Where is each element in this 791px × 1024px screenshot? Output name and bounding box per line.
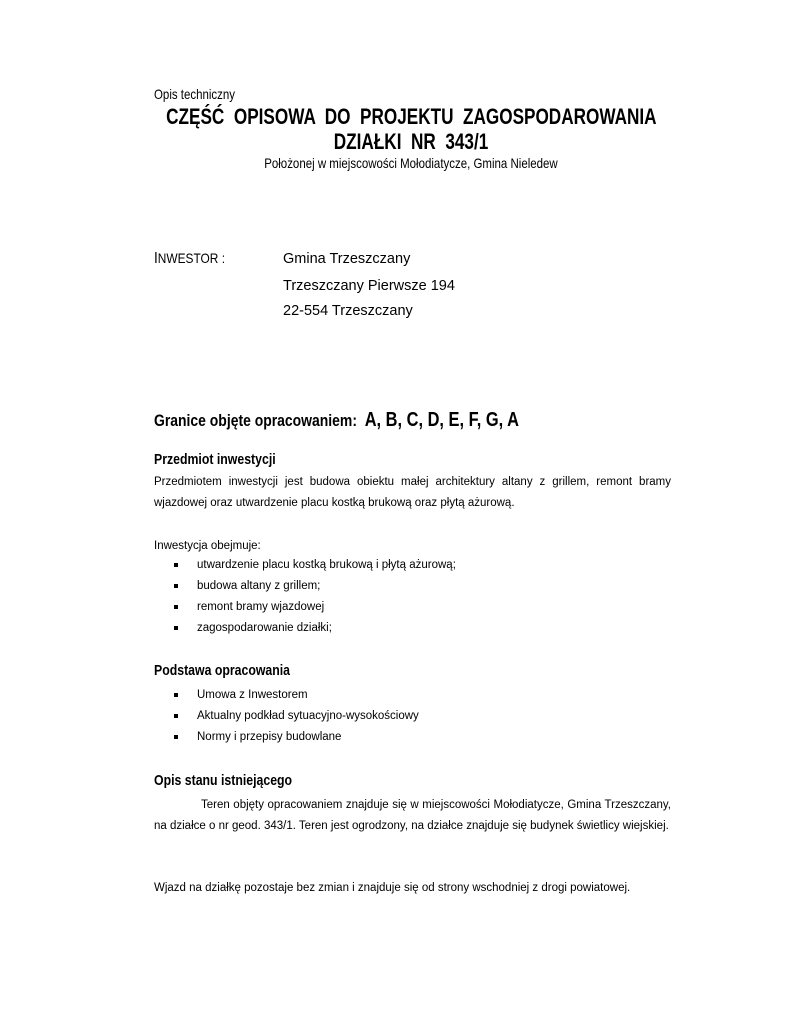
bullet-icon <box>174 605 178 609</box>
investor-postal: 22-554 Trzeszczany <box>283 303 413 319</box>
bullet-icon <box>174 693 178 697</box>
list-item: Normy i przepisy budowlane <box>174 727 419 748</box>
basis-list <box>174 685 419 748</box>
boundaries-label: Granice objęte opracowaniem: <box>154 411 357 430</box>
bullet-icon <box>174 735 178 739</box>
bullet-icon <box>174 563 178 567</box>
boundaries-points: A, B, C, D, E, F, G, A <box>364 409 520 431</box>
scope-intro: Inwestycja obejmuje: <box>154 540 261 552</box>
investor-street: Trzeszczany Pierwsze 194 <box>283 278 455 294</box>
investor-name: Gmina Trzeszczany <box>283 251 411 267</box>
section-heading-existing: Opis stanu istniejącego <box>154 772 293 789</box>
investor-label: INWESTOR : <box>154 250 226 267</box>
list-item: budowa altany z grillem; <box>174 576 456 597</box>
boundaries-line <box>154 409 599 432</box>
list-item: zagospodarowanie działki; <box>174 618 456 639</box>
section-heading-basis: Podstawa opracowania <box>154 662 291 679</box>
list-item: remont bramy wjazdowej <box>174 597 456 618</box>
bullet-icon <box>174 584 178 588</box>
bullet-icon <box>174 626 178 630</box>
scope-list <box>174 555 456 639</box>
entry-paragraph: Wjazd na działkę pozostaje bez zmian i znajduje się od strony wschodniej z drogi powiatowej. <box>154 882 631 894</box>
bullet-icon <box>174 714 178 718</box>
document-title-plot: DZIAŁKI NR 343/1 <box>333 129 489 154</box>
existing-paragraph: Teren objęty opracowaniem znajduje się w miejscowości Mołodiatycze, Gmina Trzeszczany, na działce o nr geod. 343/1. Teren jest ogrodzony, na działce znajduje się budynek świetlicy wiejskiej. <box>154 799 671 832</box>
subject-paragraph: Przedmiotem inwestycji jest budowa obiektu małej architektury altany z grillem, remont bramy wjazdowej oraz utwardzenie placu kostką brukową oraz płytą ażurową. <box>154 476 671 509</box>
section-heading-subject: Przedmiot inwestycji <box>154 451 276 468</box>
list-item: utwardzenie placu kostką brukową i płytą ażurową; <box>174 555 456 576</box>
document-type: Opis techniczny <box>154 86 236 102</box>
list-item: Aktualny podkład sytuacyjno-wysokościowy <box>174 706 419 727</box>
document-subtitle: Położonej w miejscowości Mołodiatycze, Gmina Nieledew <box>264 155 558 171</box>
list-item: Umowa z Inwestorem <box>174 685 419 706</box>
document-title: CZĘŚĆ OPISOWA DO PROJEKTU ZAGOSPODAROWANIA <box>165 104 657 129</box>
